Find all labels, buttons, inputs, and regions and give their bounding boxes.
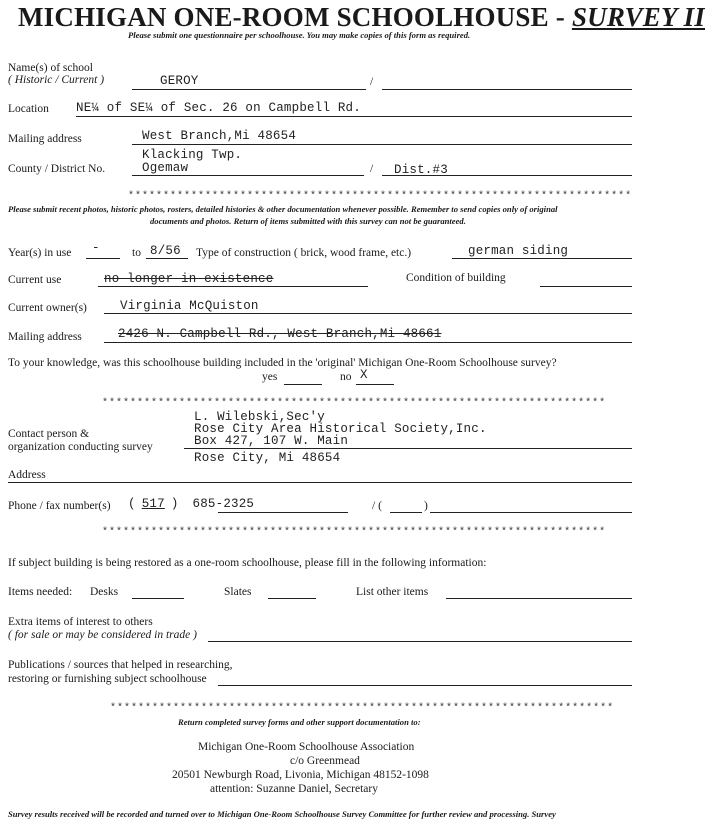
return-org: Michigan One-Room Schoolhouse Association [198, 741, 415, 753]
return-attention: attention: Suzanne Daniel, Secretary [210, 783, 378, 795]
fax-prefix: / ( [372, 500, 382, 512]
other-items-line[interactable] [446, 598, 632, 599]
construction-label: Type of construction ( brick, wood frame, etc.) [196, 247, 412, 259]
separator-stars-4: ************************************************************************ [110, 703, 615, 714]
fax-number-line[interactable] [430, 512, 632, 513]
location-line [76, 116, 632, 117]
construction-line [452, 258, 632, 259]
fax-close: ) [424, 500, 428, 512]
current-use-value[interactable]: no longer in existence [104, 272, 274, 286]
extra-items-label: Extra items of interest to others [8, 616, 153, 628]
years-to-value[interactable]: 8/56 [150, 244, 181, 258]
county-separator: / [370, 163, 374, 175]
contact-label-1: Contact person & [8, 428, 90, 440]
owner-line [104, 313, 632, 314]
slates-line[interactable] [268, 598, 316, 599]
restoration-intro: If subject building is being restored as a one-room schoolhouse, please fill in the following information: [8, 557, 487, 569]
address-label: Address [8, 469, 46, 481]
return-co: c/o Greenmead [290, 755, 360, 767]
contact-line-2[interactable]: Rose City Area Historical Society,Inc. [194, 422, 487, 436]
other-items-label: List other items [356, 586, 429, 598]
phone-label: Phone / fax number(s) [8, 500, 111, 512]
publications-label: Publications / sources that helped in researching, [8, 659, 233, 671]
address-line[interactable] [8, 482, 632, 483]
footer-note: Survey results received will be recorded and turned over to Michigan One-Room Schoolhouse Survey Committee for further review and processing. Survey [8, 809, 556, 819]
phone-line [218, 512, 348, 513]
yes-label: yes [262, 371, 278, 383]
desks-label: Desks [90, 586, 119, 598]
location-value[interactable] [76, 101, 361, 115]
return-address: 20501 Newburgh Road, Livonia, Michigan 48152-1098 [172, 769, 429, 781]
form-instructions: Please submit one questionnaire per schoolhouse. You may make copies of this form as required. [128, 30, 471, 40]
current-use-line [98, 286, 368, 287]
construction-value[interactable]: german siding [468, 244, 569, 258]
items-needed-label: Items needed: [8, 586, 73, 598]
years-to-line [146, 258, 188, 259]
slates-label: Slates [224, 586, 252, 598]
publications-sublabel: restoring or furnishing subject schoolhouse [8, 673, 207, 685]
publications-line[interactable] [218, 685, 632, 686]
school-name-line [132, 89, 366, 90]
original-survey-question: To your knowledge, was this schoolhouse building included in the 'original' Michigan One-Room Schoolhouse survey? [8, 357, 557, 369]
desks-line[interactable] [132, 598, 184, 599]
form-title [18, 2, 705, 33]
years-to-label: to [132, 247, 141, 259]
phone-open: ( [128, 497, 136, 511]
yes-line[interactable] [284, 384, 322, 385]
school-name-alt-line[interactable] [382, 89, 632, 90]
submit-note-2: documents and photos. Return of items submitted with this survey can not be guaranteed. [150, 216, 466, 226]
years-label: Year(s) in use [8, 247, 72, 259]
owner-mailing-text: 2426 N. Campbell Rd., West Branch,Mi 48661 [118, 327, 442, 341]
mailing-label: Mailing address [8, 133, 82, 145]
owner-mailing-value[interactable] [118, 327, 441, 341]
separator-stars-1: ************************************************************************ [128, 191, 633, 202]
district-value[interactable]: Dist.#3 [394, 163, 448, 177]
form-title-main: MICHIGAN ONE-ROOM SCHOOLHOUSE - [18, 2, 572, 32]
separator-stars-3: ************************************************************************ [102, 527, 607, 538]
owner-label: Current owner(s) [8, 302, 87, 314]
extra-items-line[interactable] [208, 641, 632, 642]
school-name-sublabel: ( Historic / Current ) [8, 74, 105, 86]
phone-close: ) [170, 497, 179, 511]
owner-value[interactable]: Virginia McQuiston [120, 299, 259, 313]
phone-area: 517 [141, 497, 165, 511]
contact-label-2: organization conducting survey [8, 441, 153, 453]
name-separator: / [370, 76, 374, 88]
contact-line [184, 448, 632, 449]
phone-value[interactable] [128, 497, 254, 511]
county-line [132, 175, 364, 176]
separator-stars-2: ************************************************************************ [102, 398, 607, 409]
owner-mailing-line [104, 342, 632, 343]
no-value[interactable]: X [360, 368, 368, 382]
district-line [382, 175, 632, 176]
condition-line[interactable] [540, 286, 632, 287]
location-value-text: NE¼ of SE¼ of Sec. 26 on Campbell Rd. [76, 101, 361, 115]
owner-mailing-label: Mailing address [8, 331, 82, 343]
mailing-line [132, 144, 632, 145]
no-label: no [340, 371, 352, 383]
extra-items-sublabel: ( for sale or may be considered in trade ) [8, 629, 197, 641]
current-use-label: Current use [8, 274, 62, 286]
mailing-value[interactable]: West Branch,Mi 48654 [142, 129, 297, 143]
township-value[interactable]: Klacking Twp. [142, 148, 243, 162]
school-name-label: Name(s) of school [8, 62, 93, 74]
county-label: County / District No. [8, 163, 106, 175]
form-title-survey: SURVEY II [571, 2, 705, 32]
school-name-value[interactable]: GEROY [160, 74, 199, 88]
years-from-line [86, 258, 120, 259]
location-label: Location [8, 103, 49, 115]
contact-line-3[interactable]: Box 427, 107 W. Main [194, 434, 349, 448]
submit-note-1: Please submit recent photos, historic photos, rosters, detailed histories & other documentation whenever possible. Remember to send copies only of original [8, 204, 558, 214]
condition-label: Condition of building [406, 272, 506, 284]
no-line [356, 384, 394, 385]
contact-line-1[interactable]: L. Wilebski,Sec'y [194, 410, 325, 424]
years-from-value[interactable]: - [92, 241, 100, 255]
phone-number: 685-2325 [192, 497, 255, 511]
county-value[interactable]: Ogemaw [142, 161, 189, 175]
return-note: Return completed survey forms and other support documentation to: [178, 717, 421, 727]
fax-area-line[interactable] [390, 512, 422, 513]
contact-line-4[interactable]: Rose City, Mi 48654 [194, 451, 341, 465]
